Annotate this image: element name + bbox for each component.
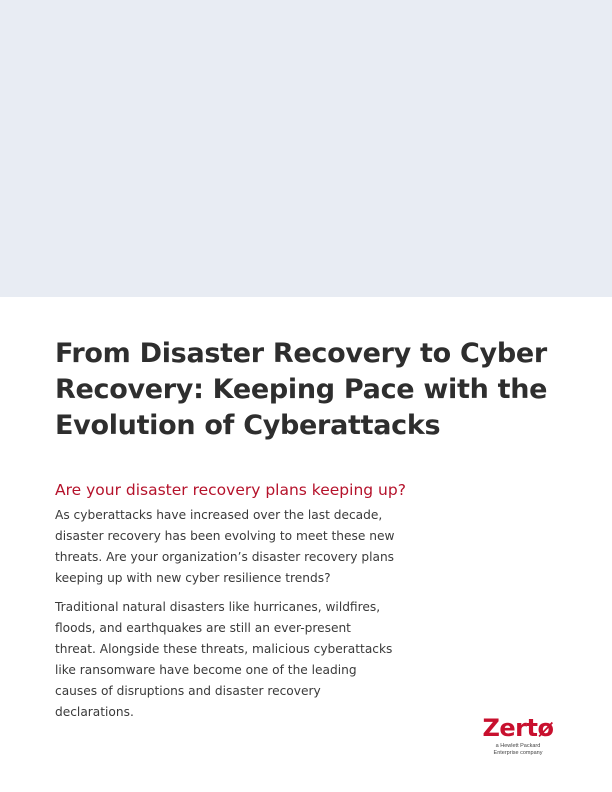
document-title xyxy=(55,336,575,444)
tagline-line: a Hewlett Packard xyxy=(495,743,541,749)
hero-image-placeholder xyxy=(0,0,612,297)
brand-tagline xyxy=(478,743,558,757)
section-heading: Are your disaster recovery plans keeping up? xyxy=(55,481,406,499)
title-line: Recovery: Keeping Pace with the xyxy=(55,374,548,405)
brand-block xyxy=(478,716,558,757)
body-paragraph: As cyberattacks have increased over the last decade, disaster recovery has been evolving to meet these new threats. Are your organization’s disaster recovery plans keeping up with new cyber resilience trends? xyxy=(55,508,395,585)
body-paragraph: Traditional natural disasters like hurricanes, wildfires, floods, and earthquakes are still an ever-present threat. Alongside these threats, malicious cyberattacks like ransomware have become one of the leading causes of disruptions and disaster recovery declarations. xyxy=(55,600,393,719)
tagline-line: Enterprise company xyxy=(493,750,543,756)
zerto-logo: Zertø xyxy=(482,714,554,742)
title-line: Evolution of Cyberattacks xyxy=(55,410,441,441)
title-line: From Disaster Recovery to Cyber xyxy=(55,338,547,369)
